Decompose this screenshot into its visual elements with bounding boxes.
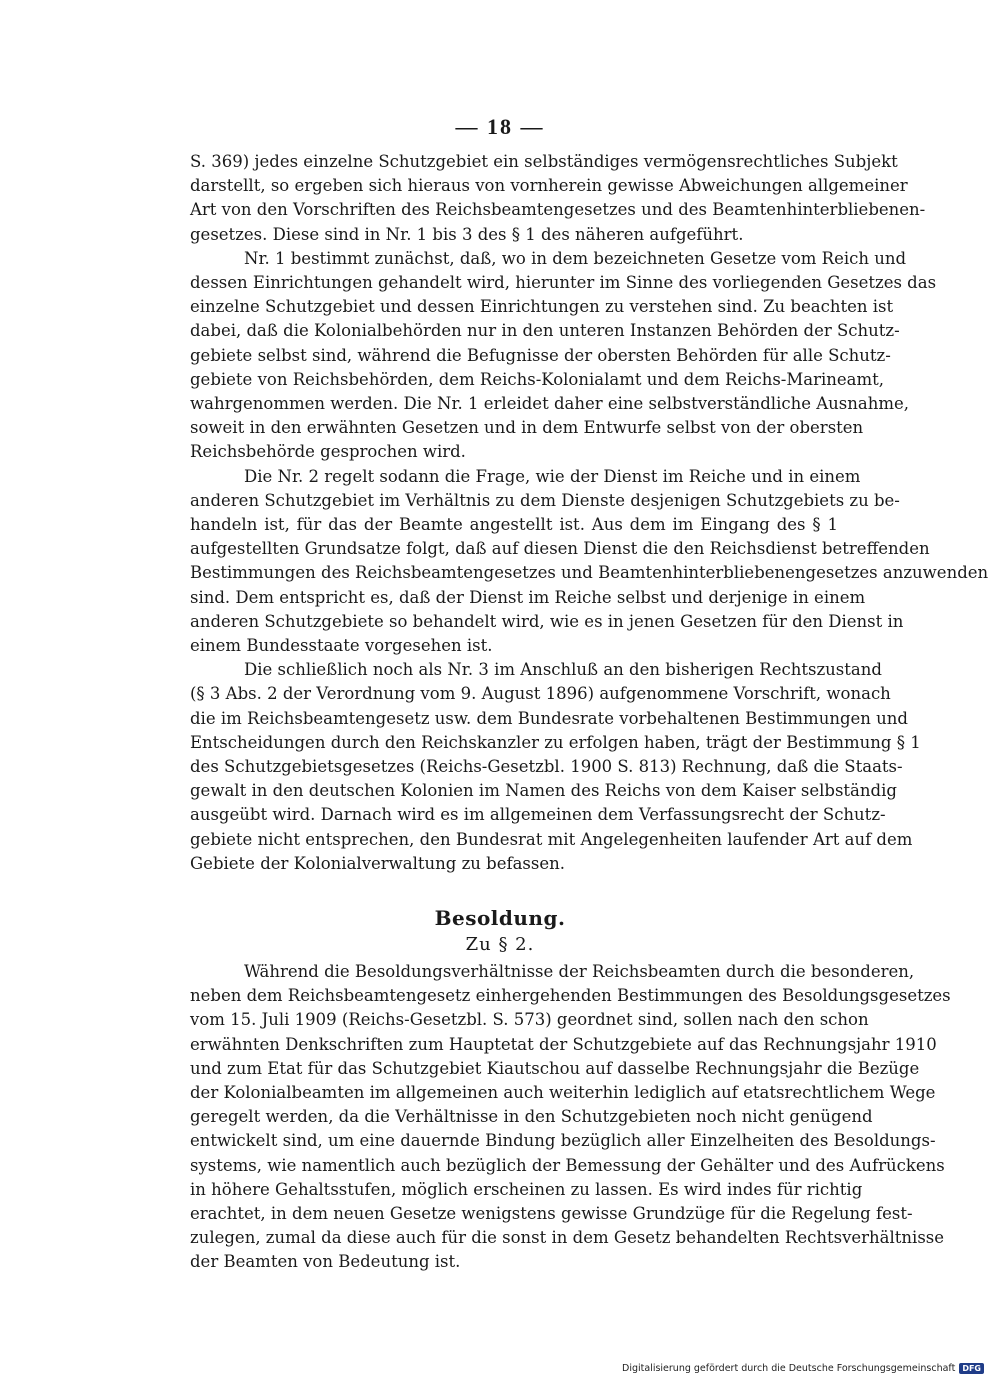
footer-credit	[622, 1363, 984, 1374]
text-line: vom 15. Juli 1909 (Reichs-Gesetzbl. S. 573) geordnet sind, sollen nach den schon	[190, 1010, 869, 1030]
paragraph	[190, 465, 989, 659]
text-line: handeln ist, für das der Beamte angestellt ist. Aus dem im Eingang des § 1	[190, 515, 838, 535]
text-line: gebiete von Reichsbehörden, dem Reichs-Kolonialamt und dem Reichs-Marineamt,	[190, 369, 885, 389]
text-line: entwickelt sind, um eine dauernde Bindung bezüglich aller Einzelheiten des Besoldungs-	[190, 1131, 936, 1151]
text-line: geregelt werden, da die Verhältnisse in den Schutzgebieten noch nicht genügend	[190, 1107, 873, 1127]
text-line: anderen Schutzgebiet im Verhältnis zu dem Dienste desjenigen Schutzgebiets zu be-	[190, 490, 900, 510]
text-line: der Beamten von Bedeutung ist.	[190, 1252, 461, 1272]
text-line: dessen Einrichtungen gehandelt wird, hierunter im Sinne des vorliegenden Gesetzes das	[190, 273, 937, 293]
text-line: Nr. 1 bestimmt zunächst, daß, wo in dem bezeichneten Gesetze vom Reich und	[244, 248, 907, 268]
text-line: einem Bundesstaate vorgesehen ist.	[190, 636, 493, 656]
dfg-logo: DFG	[959, 1363, 984, 1374]
paragraph	[190, 960, 951, 1275]
text-line: Die schließlich noch als Nr. 3 im Anschluß an den bisherigen Rechtszustand	[244, 660, 882, 680]
text-line: gesetzes. Diese sind in Nr. 1 bis 3 des § 1 des näheren aufgeführt.	[190, 224, 744, 244]
text-line: die im Reichsbeamtengesetz usw. dem Bundesrate vorbehaltenen Bestimmungen und	[190, 708, 908, 728]
text-line: gebiete nicht entsprechen, den Bundesrat mit Angelegenheiten laufender Art auf dem	[190, 829, 913, 849]
text-line: in höhere Gehaltsstufen, möglich erscheinen zu lassen. Es wird indes für richtig	[190, 1179, 863, 1199]
text-line: soweit in den erwähnten Gesetzen und in dem Entwurfe selbst von der obersten	[190, 418, 864, 438]
paragraph	[190, 247, 937, 465]
paragraph	[190, 658, 921, 876]
paragraph	[190, 150, 926, 247]
body-text-bottom	[190, 960, 951, 1275]
body-text-top	[190, 150, 989, 876]
text-line: dabei, daß die Kolonialbehörden nur in den unteren Instanzen Behörden der Schutz-	[190, 321, 900, 341]
text-line: Während die Besoldungsverhältnisse der Reichsbeamten durch die besonderen,	[244, 962, 915, 981]
text-line: Reichsbehörde gesprochen wird.	[190, 442, 466, 462]
text-line: einzelne Schutzgebiet und dessen Einrichtungen zu verstehen sind. Zu beachten ist	[190, 297, 894, 317]
text-line: neben dem Reichsbeamtengesetz einhergehenden Bestimmungen des Besoldungsgesetzes	[190, 986, 951, 1006]
text-line: (§ 3 Abs. 2 der Verordnung vom 9. August 1896) aufgenommene Vorschrift, wonach	[190, 684, 891, 704]
footer-credit-text: Digitalisierung gefördert durch die Deutsche Forschungsgemeinschaft	[622, 1363, 956, 1374]
text-line: systems, wie namentlich auch bezüglich der Bemessung der Gehälter und des Aufrückens	[190, 1155, 945, 1175]
page-number: — 18 —	[455, 114, 545, 139]
text-line: S. 369) jedes einzelne Schutzgebiet ein selbständiges vermögensrechtliches Subjekt	[190, 152, 898, 171]
text-line: gebiete selbst sind, während die Befugnisse der obersten Behörden für alle Schutz-	[190, 345, 891, 365]
text-line: ausgeübt wird. Darnach wird es im allgemeinen dem Verfassungsrecht der Schutz-	[190, 805, 886, 825]
text-line: und zum Etat für das Schutzgebiet Kiautschou auf dasselbe Rechnungsjahr die Bezüge	[190, 1058, 920, 1078]
text-line: aufgestellten Grundsatze folgt, daß auf diesen Dienst die den Reichsdienst betreffenden	[190, 539, 930, 559]
text-line: Entscheidungen durch den Reichskanzler zu erfolgen haben, trägt der Bestimmung § 1	[190, 732, 921, 752]
text-line: anderen Schutzgebiete so behandelt wird, wie es in jenen Gesetzen für den Dienst in	[190, 611, 904, 631]
text-line: Gebiete der Kolonialverwaltung zu befassen.	[190, 853, 566, 873]
text-line: darstellt, so ergeben sich hieraus von vornherein gewisse Abweichungen allgemeiner	[190, 176, 908, 196]
text-line: Art von den Vorschriften des Reichsbeamtengesetzes und des Beamtenhinterbliebenen-	[190, 200, 926, 220]
text-line: zulegen, zumal da diese auch für die sonst in dem Gesetz behandelten Rechtsverhältnisse	[190, 1228, 945, 1248]
text-line: erachtet, in dem neuen Gesetze wenigstens gewisse Grundzüge für die Regelung fest-	[190, 1204, 913, 1224]
text-line: erwähnten Denkschriften zum Hauptetat der Schutzgebiete auf das Rechnungsjahr 1910	[190, 1034, 937, 1054]
text-line: gewalt in den deutschen Kolonien im Namen des Reichs von dem Kaiser selbständig	[190, 781, 897, 801]
section-subheading: Zu § 2.	[465, 934, 535, 955]
section-heading: Besoldung.	[434, 906, 566, 930]
text-line: wahrgenommen werden. Die Nr. 1 erleidet daher eine selbstverständliche Ausnahme,	[190, 394, 909, 414]
text-line: Die Nr. 2 regelt sodann die Frage, wie der Dienst im Reiche und in einem	[244, 466, 861, 486]
text-line: sind. Dem entspricht es, daß der Dienst im Reiche selbst und derjenige in einem	[190, 587, 866, 607]
text-line: der Kolonialbeamten im allgemeinen auch weiterhin lediglich auf etatsrechtlichem Wege	[190, 1083, 936, 1103]
text-line: Bestimmungen des Reichsbeamtengesetzes und Beamtenhinterbliebenengesetzes anzuwenden	[190, 563, 989, 583]
text-line: des Schutzgebietsgesetzes (Reichs-Gesetzbl. 1900 S. 813) Rechnung, daß die Staats-	[190, 757, 903, 777]
